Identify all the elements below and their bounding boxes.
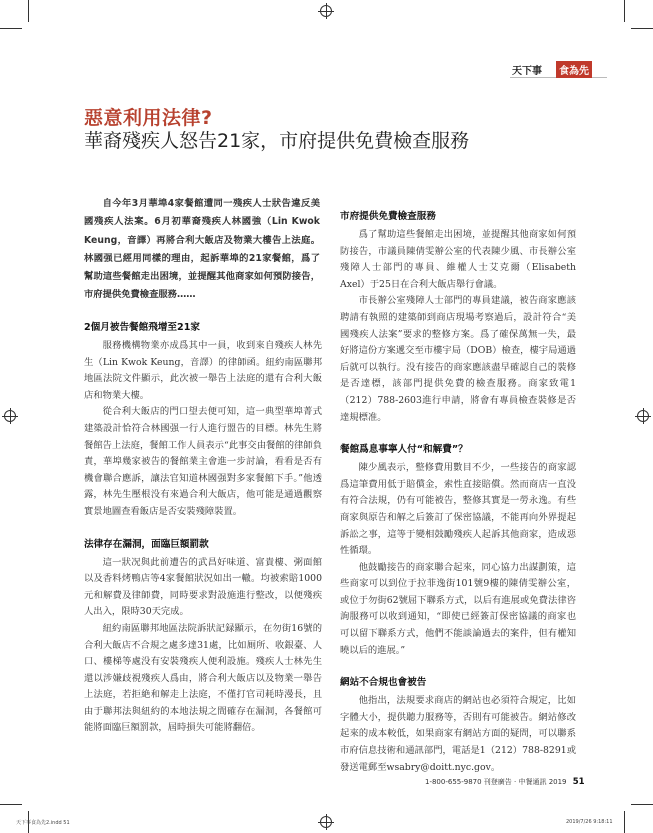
headline-line1: 惡意利用法律? xyxy=(84,107,213,129)
section-heading: 網站不合規也會被告 xyxy=(340,677,427,689)
section-heading: 市府提供免費檢查服務 xyxy=(340,211,436,222)
section-heading: 2個月被告餐館飛增至21家 xyxy=(84,322,200,333)
paragraph: 服務機構物業亦成爲其中一員，收到來自殘疾人林先生（Lin Kwok Keung，音譯）的律師函。紐約南區聯邦地區法院文件顯示，此次被一舉告上法庭的還有合利大飯店和物業大樓。 xyxy=(84,340,322,401)
paragraph: 市長辦公室殘障人士部門的專員建議，被告商家應該聘請有執照的建築師到商店現場考察過后，設計符合“美國殘疾人法案”要求的整修方案。爲了確保萬無一失，最好將這份方案遞交至市樓宇局（DOB）檢查，樓宇局通過后就可以執行。没有接告的商家應該盡早確認自己的裝修是否達標，該部門提供免費的檢查服務。商家致電1（212）788-2603進行申請，將會有專員檢查裝修是否達規標准。 xyxy=(340,295,576,423)
paragraph: 從合利大飯店的門口望去便可知，這一典型華埠菁式建築設計恰符合林國强一行人進行盟告的目標。林先生將餐館告上法庭，餐館工作人員表示“此事交由餐館的律師負責，華埠幾家被告的餐館業主會進一步討論，看看是否有機會聯合應訴，讓法官知道林國强對多家餐館下手。”他透露，林先生壓根没有來過合利大飯店，他可能是通過觀察實景地圖查看飯店是否安裝殘障裝置。 xyxy=(84,406,322,517)
column-right xyxy=(340,209,576,776)
paragraph: 爲了幫助這些餐館走出困境，並提醒其他商家如何預防接告，市議員陳倩雯辦公室的代表陳少風、市長辦公室殘障人士部門的專員、維權人士艾克爾（Elisabeth Axel）于25日在合利大飯店舉行會議。 xyxy=(340,229,576,290)
registration-mark-right xyxy=(637,410,649,422)
crop-mark xyxy=(624,0,625,22)
paragraph: 這一狀况與此前遭告的武昌好味道、富貴樓、粥面館以及香料烤鴨店等4家餐館狀況如出一轍。均被索賠1000元和解費及律師費，同時要求對設施進行整改，以便殘疾人出入，限時30天完成。 xyxy=(84,556,322,618)
section-tag xyxy=(510,62,607,78)
paragraph: 紐約南區聯邦地區法院訴狀記録顯示，在勿街16號的合利大飯店不合規之處多達31處，比如厠所、收銀臺、人口、樓梯等處没有安裝殘疾人便利設施。殘疾人士林先生還以涉嫌歧視殘疾人爲由，將合利大飯店以及物業一舉告上法庭，若拒絶和解走上法庭，不僅打官司耗時漫長，且由于聯邦法與紐約的本地法規之間確存在漏洞，各餐館可能將面臨巨額罰款，屆時損失可能將翻倍。 xyxy=(84,622,322,734)
page-number: 51 xyxy=(572,777,585,787)
column-left xyxy=(84,320,322,737)
paragraph: 他鼓勵接告的商家聯合起來，同心協力出謀劃策，這些商家可以到位于拉菲逸街101號9樓的陳倩雯辦公室，或位于勿街62號屈下聯系方式，以后有進展或免費法律咨詢服務可以收到通知，“即使已經簽訂保密協議的商家也可以留下聯系方式，他們不能談論過去的案件，但有權知曉以后的進展。” xyxy=(340,561,576,656)
paragraph: 陳少風表示，整修費用數目不少，一些接告的商家認爲這筆費用低于賠償金，索性直接賠償。然而商店一直没有符合法規，仍有可能被告，整修其實是一勞永逸。有些商家與原告和解之后簽訂了保密協議，不能再向外界提起訴訟之事，這等于變相鼓勵殘疾人起訴其他商家，造成惡性循環。 xyxy=(340,462,576,557)
section-badge: 食為先 xyxy=(556,61,592,78)
registration-mark-top xyxy=(320,5,332,17)
registration-mark-bottom xyxy=(320,816,332,828)
crop-mark xyxy=(0,28,22,29)
section-heading: 餐館爲息事寧人付“和解費”？ xyxy=(340,444,468,456)
crop-mark xyxy=(28,0,29,22)
registration-mark-left xyxy=(4,410,16,422)
crop-mark xyxy=(631,804,653,805)
paragraph: 他指出，法規要求商店的網站也必須符合規定，比如字體大小，提供聽力服務等，否則有可能被告。網站修改起來的成本較低，如果商家有網站方面的疑問，可以聯系市府信息技術和通訊部門，電話是1（212）788-8291或發送電郵至wsabry@doitt.nyc.gov。 xyxy=(340,695,576,773)
page-footer xyxy=(425,777,585,787)
crop-mark xyxy=(624,811,625,833)
crop-mark xyxy=(0,804,22,805)
print-slug-date: 2019/7/26 9:18:11 xyxy=(566,819,613,825)
print-slug-file: 天下事食為先2.indd 51 xyxy=(16,820,70,826)
crop-mark xyxy=(631,28,653,29)
intro-paragraph: 自今年3月華埠4家餐館遭同一殘疾人士狀告違反美國殘疾人法案。6月初華裔殘疾人林國強（Lin Kwok Keung，音譯）再將合利大飯店及物業大樓告上法庭。林國强已經用同樣的理由，起訴華埠的21家餐館，爲了幫助這些餐館走出困境，並提醒其他商家如何預防接告，市府提供免費檢查服務…… xyxy=(84,198,320,301)
headline-line2: 華裔殘疾人怒告21家，市府提供免費檢查服務 xyxy=(84,130,470,152)
footer-text: 1-800-655-9870 刊登廣告 · 中餐通訊 2019 xyxy=(425,778,567,786)
section-label: 天下事 xyxy=(512,66,542,77)
section-heading: 法律存在漏洞，面臨巨額罰款 xyxy=(84,538,209,550)
